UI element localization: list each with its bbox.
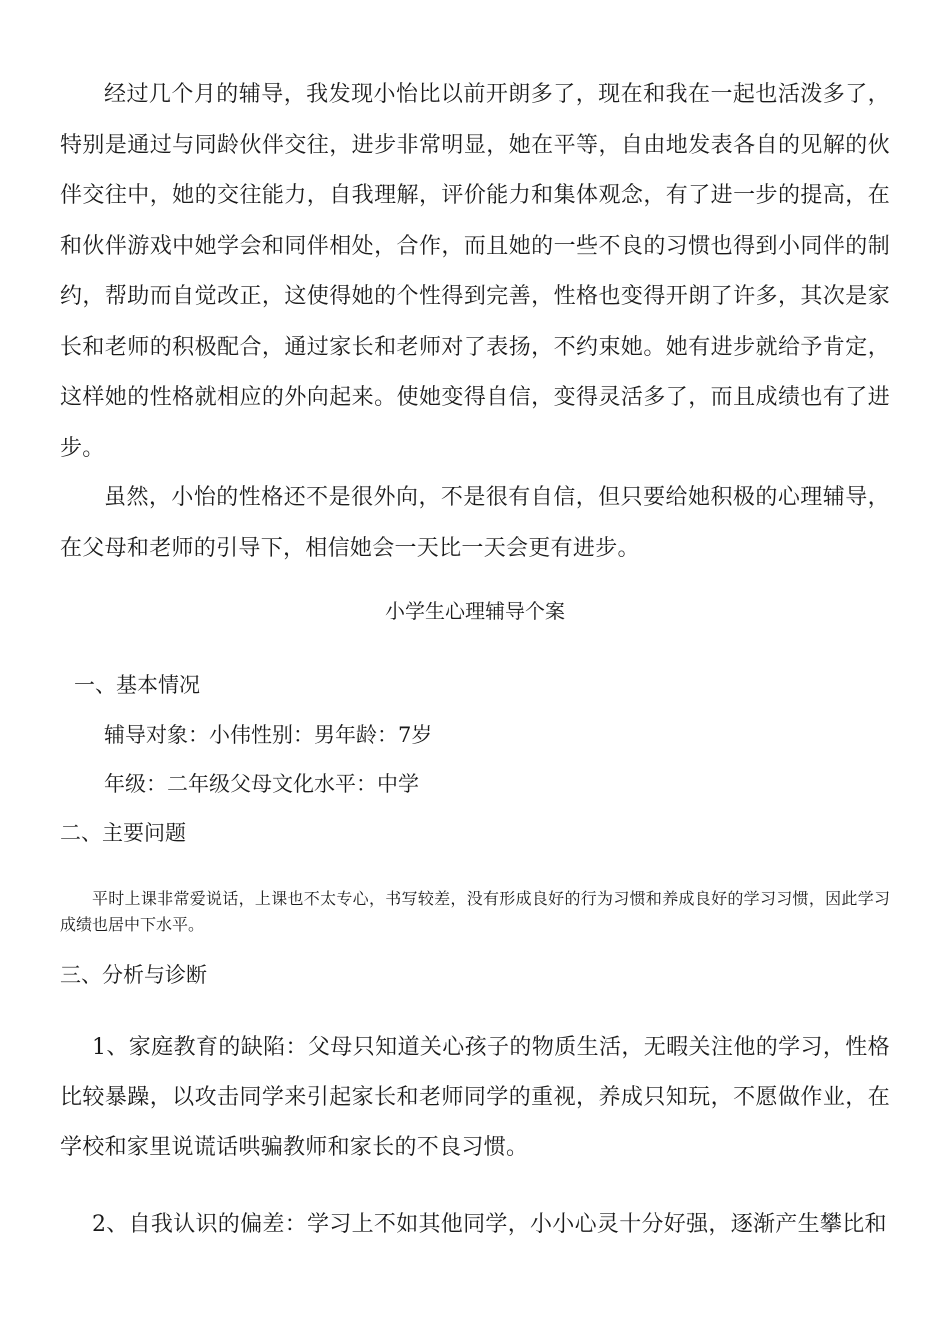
analysis-point-family-education: 1、家庭教育的缺陷：父母只知道关心孩子的物质生活，无暇关注他的学习，性格比较暴躁，以攻击同学来引起家长和老师同学的重视，养成只知玩，不愿做作业，在学校和家里说谎话哄骗教师和家长的不良习惯。 bbox=[60, 1035, 890, 1160]
section-heading-main-problems: 二、主要问题 bbox=[60, 821, 186, 845]
grade-info-line: 年级：二年级父母文化水平：中学 bbox=[104, 772, 419, 796]
paragraph-progress-summary: 经过几个月的辅导，我发现小怡比以前开朗多了，现在和我在一起也活泼多了，特别是通过与同龄伙伴交往，进步非常明显，她在平等，自由地发表各自的见解的伙伴交往中，她的交往能力，自我理解，评价能力和集体观念，有了进一步的提高，在和伙伴游戏中她学会和同伴相处，合作，而且她的一些不良的习惯也得到小同伴的制约，帮助而自觉改正，这使得她的个性得到完善，性格也变得开朗了许多，其次是家长和老师的积极配合，通过家长和老师对了表扬，不约束她。她有进步就给予肯定，这样她的性格就相应的外向起来。使她变得自信，变得灵活多了，而且成绩也有了进步。 bbox=[60, 82, 890, 461]
analysis-point-self-awareness: 2、自我认识的偏差：学习上不如其他同学，小小心灵十分好强，逐渐产生攀比和 bbox=[92, 1212, 887, 1237]
section-heading-analysis: 三、分析与诊断 bbox=[60, 963, 207, 987]
main-problems-text: 平时上课非常爱说话，上课也不太专心，书写较差，没有形成良好的行为习惯和养成良好的学习习惯，因此学习成绩也居中下水平。 bbox=[60, 889, 890, 934]
paragraph-conclusion: 虽然，小怡的性格还不是很外向，不是很有自信，但只要给她积极的心理辅导，在父母和老师的引导下，相信她会一天比一天会更有进步。 bbox=[60, 485, 890, 561]
document-title: 小学生心理辅导个案 bbox=[385, 599, 565, 623]
section-heading-basic-info: 一、基本情况 bbox=[74, 673, 200, 697]
student-info-line: 辅导对象：小伟性别：男年龄：7岁 bbox=[104, 723, 433, 747]
